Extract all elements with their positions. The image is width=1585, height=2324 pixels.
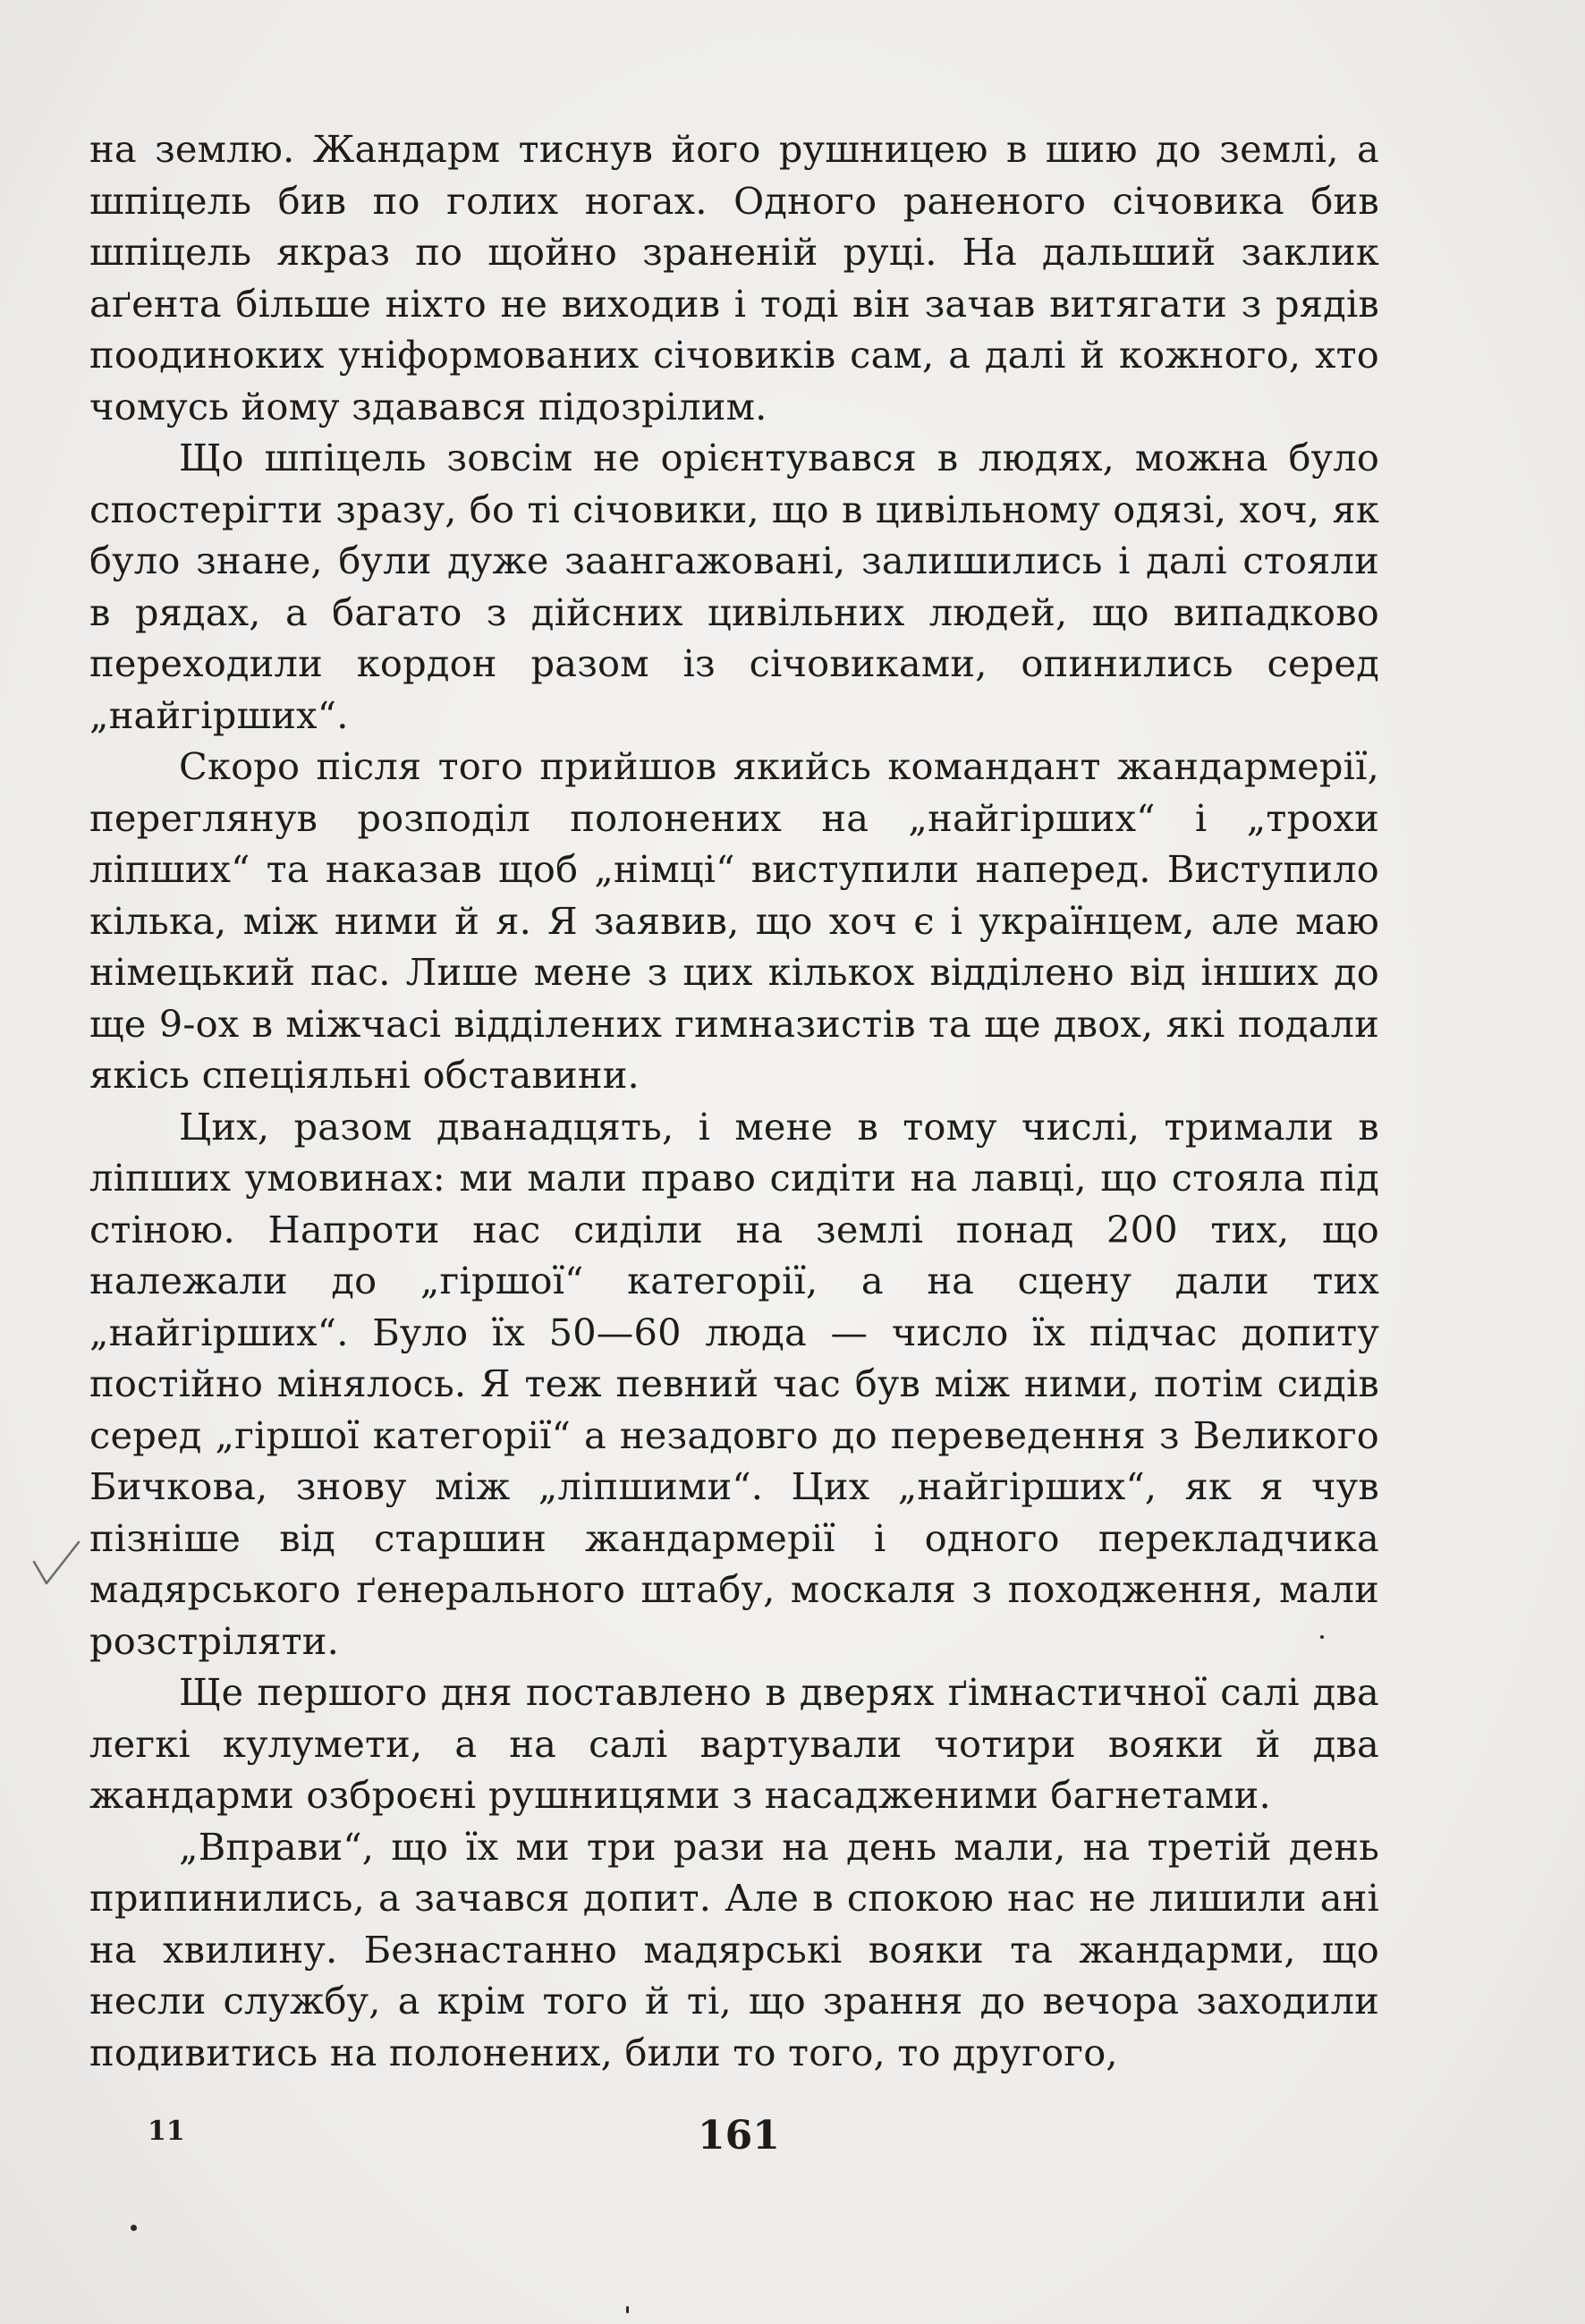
paragraph-3: Скоро після того прийшов якийсь командант жандармерії, переглянув розподіл полонених на „найгірших“ і „трохи ліпших“ та наказав щоб „німці“ виступили наперед. Виступило кілька, між ними й я. Я заявив, що хоч є і українцем, але маю німецький пас. Лише мене з цих кількох відділено від інших до ще 9-ох в міжчасі відділених гимназистів та ще двох, які подали якісь спеціяльні обставини.: [89, 744, 1379, 1097]
body-text: [89, 123, 1379, 2078]
page-number: 161: [698, 2113, 780, 2159]
ink-speck: [1320, 1635, 1324, 1639]
ink-speck: [131, 2225, 137, 2231]
paragraph-2: Що шпіцель зовсім не орієнтувався в людях, можна було спостерігти зразу, бо ті січовики, що в цивільному одязі, хоч, як було знане, були дуже заангажовані, залишились і далі стояли в рядах, а багато з дійсних цивільних людей, що випадково переходили кордон разом із січовиками, опинились серед „найгірших“.: [89, 436, 1379, 737]
ink-speck: [626, 2306, 629, 2313]
signature-mark: 11: [148, 2116, 185, 2147]
paragraph-6: „Вправи“, що їх ми три рази на день мали, на третій день припинились, а зачався допит. Але в спокою нас не лишили ані на хвилину. Безнастанно мадярські вояки та жандарми, що несли службу, а крім того й ті, що зрання до вечора заходили подивитись на полонених, били то того, то другого,: [89, 1824, 1379, 2074]
pencil-checkmark-icon: [29, 1537, 84, 1590]
paragraph-4: Цих, разом дванадцять, і мене в тому числі, тримали в ліпших умовинах: ми мали право сидіти на лавці, що стояла під стіною. Напроти нас сиділи на землі понад 200 тих, що належали до „гіршої“ категорії, а на сцену дали тих „найгірших“. Було їх 50—60 люда — число їх підчас допиту постійно мінялось. Я теж певний час був між ними, потім сидів серед „гіршої категорії“ а незадовго до переведення з Великого Бичкова, знову між „ліпшими“. Цих „найгірших“, як я чув пізніше від старшин жандармерії і одного перекладчика мадярського ґенерального штабу, москаля з походження, мали розстріляти.: [89, 1104, 1379, 1663]
paragraph-1: на землю. Жандарм тиснув його рушницею в шию до землі, а шпіцель бив по голих ногах. Одного раненого січовика бив шпіцель якраз по щойно зраненій руці. На дальший заклик аґента більше ніхто не виходив і тоді він зачав витягати з рядів поодиноких уніформованих січовиків сам, а далі й кожного, хто чомусь йому здавався підозрілим.: [89, 127, 1379, 428]
paragraph-5: Ще першого дня поставлено в дверях ґімнастичної салі два легкі кулумети, а на салі вартували чотири вояки й два жандарми озброєні рушницями з насадженими багнетами.: [89, 1670, 1379, 1817]
